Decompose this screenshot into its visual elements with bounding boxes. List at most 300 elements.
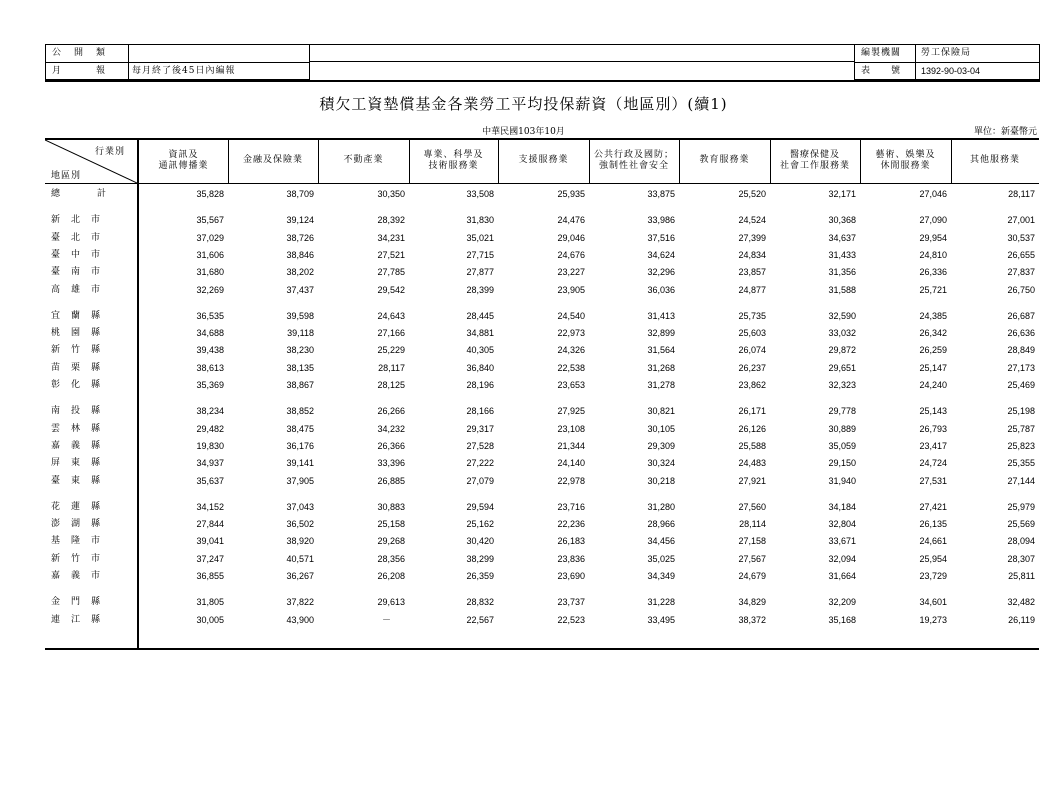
value-cell: 37,822	[286, 597, 314, 608]
value-cell: 38,920	[286, 536, 314, 547]
value-cell: 22,567	[466, 614, 494, 625]
value-cell: 38,867	[286, 380, 314, 390]
table-row	[45, 594, 1039, 611]
value-cell: 39,438	[196, 345, 224, 356]
value-cell: 32,171	[828, 189, 856, 199]
region-name: 南投縣	[51, 406, 112, 417]
value-cell: 30,368	[828, 215, 856, 226]
value-cell: 36,176	[286, 440, 314, 451]
value-cell: 30,324	[647, 458, 675, 469]
value-cell: 29,542	[377, 284, 405, 295]
value-cell: 29,872	[828, 345, 856, 356]
value-cell: 25,198	[1007, 406, 1035, 417]
value-cell: 38,613	[196, 362, 224, 373]
value-cell: 23,857	[738, 267, 766, 278]
column-header: 金融及保險業	[242, 155, 303, 165]
value-cell: 26,636	[1007, 328, 1035, 339]
value-cell: 24,724	[919, 458, 947, 469]
value-cell: 33,671	[828, 536, 856, 547]
value-cell: 31,830	[466, 215, 494, 226]
value-cell: 21,344	[557, 440, 585, 451]
public-category-label: 公 開 類	[52, 48, 108, 58]
value-cell: 27,222	[466, 458, 494, 469]
value-cell: 23,729	[919, 571, 947, 581]
value-cell: 25,158	[377, 519, 405, 530]
value-cell: 30,883	[377, 501, 405, 512]
value-cell: 27,528	[466, 440, 494, 451]
column-divider	[770, 138, 771, 183]
value-cell: 28,114	[739, 519, 766, 530]
value-cell: 28,307	[1007, 553, 1035, 564]
value-cell: 28,356	[377, 553, 405, 564]
value-cell: 35,828	[196, 189, 224, 199]
corner-industry-label: 行業別	[95, 147, 126, 157]
value-cell: 26,119	[1008, 614, 1035, 625]
table-row	[45, 325, 1039, 342]
value-cell: 24,140	[557, 458, 585, 469]
region-name: 嘉義市	[51, 571, 112, 581]
value-cell: 19,273	[919, 614, 947, 625]
value-cell: 27,921	[738, 475, 766, 486]
value-cell: 29,778	[828, 406, 856, 417]
table-row	[45, 342, 1039, 359]
agency-info-box	[854, 44, 1040, 80]
value-cell: 28,966	[647, 519, 675, 530]
value-cell: 29,594	[466, 501, 494, 512]
value-cell: 38,475	[286, 423, 314, 434]
value-cell: 30,420	[466, 536, 494, 547]
value-cell: 29,482	[196, 423, 224, 434]
value-cell: 35,567	[196, 215, 224, 226]
region-name: 澎湖縣	[51, 519, 112, 530]
value-cell: 35,059	[828, 440, 856, 451]
value-cell: 25,520	[738, 189, 766, 199]
value-cell: 26,266	[377, 406, 405, 417]
value-cell: 25,721	[919, 284, 947, 295]
value-cell: 26,687	[1007, 310, 1035, 321]
value-cell: 25,569	[1007, 519, 1035, 530]
region-name: 臺中市	[51, 249, 112, 260]
value-cell: 26,750	[1007, 284, 1035, 295]
value-cell: 39,598	[286, 310, 314, 321]
column-divider	[409, 138, 410, 183]
region-name: 宜蘭縣	[51, 310, 112, 321]
value-cell: 25,954	[919, 553, 947, 564]
value-cell: 23,227	[557, 267, 585, 278]
value-cell: 29,046	[557, 232, 585, 243]
value-cell: 29,317	[466, 423, 494, 434]
value-cell: 25,229	[377, 345, 405, 356]
region-name: 臺南市	[51, 267, 112, 278]
compiling-agency-value: 勞工保險局	[921, 48, 972, 58]
column-divider	[860, 138, 861, 183]
value-cell: 38,726	[286, 232, 314, 243]
value-cell: 23,737	[557, 597, 585, 608]
value-cell: 27,785	[377, 267, 405, 278]
table-row	[45, 612, 1039, 629]
report-frequency-label: 月 報	[52, 66, 108, 76]
value-cell: 37,437	[286, 284, 314, 295]
value-cell: 27,925	[557, 406, 585, 417]
region-name: 屏東縣	[51, 458, 112, 469]
region-name: 苗栗縣	[51, 362, 112, 373]
value-cell: 34,624	[647, 249, 675, 260]
value-cell: 32,296	[647, 267, 675, 278]
value-cell: 36,840	[466, 362, 494, 373]
value-cell: 26,259	[919, 345, 947, 356]
value-cell: 31,356	[828, 267, 856, 278]
table-row	[45, 473, 1039, 490]
value-cell: 23,836	[557, 553, 585, 564]
column-header: 不動產業	[343, 155, 384, 165]
value-cell: 28,392	[377, 215, 405, 226]
value-cell: 32,482	[1007, 597, 1035, 608]
header-frame-bottom	[45, 80, 1040, 82]
value-cell: 27,521	[377, 249, 405, 260]
value-cell: 36,502	[286, 519, 314, 530]
value-cell: 27,715	[466, 249, 494, 260]
region-name: 桃園縣	[51, 328, 112, 339]
value-cell: 38,709	[286, 189, 314, 199]
value-cell: 39,141	[286, 458, 314, 469]
value-cell: 24,810	[919, 249, 947, 260]
value-cell: 36,036	[647, 284, 675, 295]
value-cell: 35,168	[828, 614, 856, 625]
value-cell: 22,978	[557, 475, 585, 486]
value-cell: 25,469	[1007, 380, 1035, 390]
table-row	[45, 360, 1039, 377]
value-cell: 31,606	[196, 249, 224, 260]
value-cell: 31,940	[828, 475, 856, 486]
compiling-agency-label: 編製機關	[861, 48, 902, 58]
table-row	[45, 308, 1039, 325]
value-cell: 30,821	[647, 406, 675, 417]
value-cell: 30,218	[647, 475, 675, 486]
value-cell: 26,359	[466, 571, 494, 581]
corner-region-label: 地區別	[51, 171, 82, 181]
region-name: 新竹市	[51, 553, 112, 564]
value-cell: 27,046	[919, 189, 947, 199]
value-cell: 34,232	[377, 423, 405, 434]
value-cell: 29,651	[828, 362, 856, 373]
column-divider	[228, 138, 229, 183]
region-name: 基隆市	[51, 536, 112, 547]
value-cell: 29,954	[919, 232, 947, 243]
value-cell: 28,445	[466, 310, 494, 321]
value-cell: 31,680	[196, 267, 224, 278]
value-cell: 32,269	[196, 284, 224, 295]
value-cell: 36,855	[196, 571, 224, 581]
value-cell: 27,877	[466, 267, 494, 278]
value-cell: 32,209	[828, 597, 856, 608]
value-cell: 38,372	[738, 614, 766, 625]
value-cell: 35,637	[196, 475, 224, 486]
value-cell: 34,637	[828, 232, 856, 243]
value-cell: 31,268	[647, 362, 675, 373]
value-cell: 34,231	[377, 232, 405, 243]
value-cell: 29,268	[377, 536, 405, 547]
value-cell: 24,834	[738, 249, 766, 260]
value-cell: 27,001	[1007, 215, 1035, 226]
region-name: 彰化縣	[51, 380, 112, 390]
value-cell: 33,986	[647, 215, 675, 226]
value-cell: 31,433	[828, 249, 856, 260]
value-cell: 37,029	[196, 232, 224, 243]
table-row	[45, 516, 1039, 533]
region-name: 總 計	[51, 189, 121, 199]
value-cell: 24,877	[738, 284, 766, 295]
value-cell: 28,399	[466, 284, 494, 295]
value-cell: 38,230	[286, 345, 314, 356]
value-cell: 31,280	[647, 501, 675, 512]
value-cell: 27,567	[738, 553, 766, 564]
value-cell: 40,571	[286, 553, 314, 564]
value-cell: 38,202	[286, 267, 314, 278]
value-cell: 29,150	[828, 458, 856, 469]
value-cell: 26,208	[377, 571, 405, 581]
header-frame-mid	[310, 61, 854, 62]
region-name: 新北市	[51, 215, 112, 226]
page-title: 積欠工資墊償基金各業勞工平均投保薪資（地區別）(續1)	[319, 95, 728, 113]
publication-info-box	[45, 44, 310, 80]
period-subtitle: 中華民國103年10月	[482, 127, 565, 137]
value-cell: 24,676	[557, 249, 585, 260]
table-row	[45, 568, 1039, 585]
column-divider	[498, 138, 499, 183]
value-cell: 26,793	[919, 423, 947, 434]
value-cell: 26,885	[377, 475, 405, 486]
value-cell: 23,108	[557, 423, 585, 434]
table-row	[45, 438, 1039, 455]
value-cell: 27,166	[377, 328, 405, 339]
column-header: 其他服務業	[969, 155, 1020, 165]
value-cell: 40,305	[466, 345, 494, 356]
value-cell: 36,267	[286, 571, 314, 581]
value-cell: 35,369	[196, 380, 224, 390]
value-cell: 30,537	[1007, 232, 1035, 243]
value-cell: 30,350	[377, 189, 405, 199]
region-name: 高雄市	[51, 284, 112, 295]
value-cell: 23,417	[919, 440, 947, 451]
value-cell: 32,094	[828, 553, 856, 564]
value-cell: 26,336	[919, 267, 947, 278]
value-cell: 27,560	[738, 501, 766, 512]
value-cell: 26,237	[738, 362, 766, 373]
value-cell: 31,805	[196, 597, 224, 608]
region-name: 臺東縣	[51, 475, 112, 486]
value-cell: 39,118	[287, 328, 314, 339]
value-cell: 31,278	[647, 380, 675, 390]
table-row	[45, 403, 1039, 420]
value-cell: 34,688	[196, 328, 224, 339]
value-cell: 26,342	[919, 328, 947, 339]
value-cell: 39,041	[196, 536, 224, 547]
value-cell: －	[381, 614, 391, 625]
value-cell: 39,124	[286, 215, 314, 226]
table-row	[45, 186, 1039, 203]
value-cell: 34,184	[828, 501, 856, 512]
value-cell: 34,601	[919, 597, 947, 608]
value-cell: 24,240	[919, 380, 947, 390]
value-cell: 34,349	[647, 571, 675, 581]
value-cell: 27,173	[1007, 362, 1035, 373]
value-cell: 43,900	[286, 614, 314, 625]
column-divider	[679, 138, 680, 183]
value-cell: 31,228	[647, 597, 675, 608]
table-row	[45, 264, 1039, 281]
value-cell: 24,524	[738, 215, 766, 226]
value-cell: 27,399	[738, 232, 766, 243]
value-cell: 33,396	[377, 458, 405, 469]
value-cell: 25,588	[738, 440, 766, 451]
column-divider	[318, 138, 319, 183]
table-row	[45, 455, 1039, 472]
value-cell: 25,735	[738, 310, 766, 321]
value-cell: 28,094	[1007, 536, 1035, 547]
value-cell: 27,144	[1007, 475, 1035, 486]
value-cell: 27,531	[919, 475, 947, 486]
value-cell: 27,837	[1007, 267, 1035, 278]
value-cell: 34,456	[647, 536, 675, 547]
value-cell: 22,538	[557, 362, 585, 373]
table-row	[45, 551, 1039, 568]
value-cell: 35,025	[647, 553, 675, 564]
value-cell: 38,135	[286, 362, 314, 373]
value-cell: 31,413	[647, 310, 675, 321]
region-name: 嘉義縣	[51, 440, 112, 451]
value-cell: 37,516	[647, 232, 675, 243]
value-cell: 34,829	[738, 597, 766, 608]
value-cell: 38,852	[286, 406, 314, 417]
value-cell: 32,804	[828, 519, 856, 530]
value-cell: 30,105	[647, 423, 675, 434]
table-row	[45, 533, 1039, 550]
value-cell: 22,236	[557, 519, 585, 530]
value-cell: 29,613	[377, 597, 405, 608]
region-name: 雲林縣	[51, 423, 112, 434]
value-cell: 30,005	[196, 614, 224, 625]
table-row	[45, 282, 1039, 299]
value-cell: 26,183	[557, 536, 585, 547]
value-cell: 38,299	[466, 553, 494, 564]
value-cell: 25,935	[557, 189, 585, 199]
region-name: 新竹縣	[51, 345, 112, 356]
region-name: 連江縣	[51, 614, 112, 625]
value-cell: 22,973	[557, 328, 585, 339]
value-cell: 27,844	[196, 519, 224, 530]
value-cell: 34,937	[196, 458, 224, 469]
value-cell: 37,043	[286, 501, 314, 512]
value-cell: 25,787	[1007, 423, 1035, 434]
column-header: 公共行政及國防； 強制性社會安全	[593, 149, 674, 171]
value-cell: 33,875	[647, 189, 675, 199]
column-header: 資訊及 通訊傳播業	[158, 149, 209, 171]
value-cell: 31,664	[828, 571, 856, 581]
value-cell: 28,849	[1007, 345, 1035, 356]
table-row	[45, 377, 1039, 394]
unit-label: 單位：新臺幣元	[973, 127, 1037, 137]
value-cell: 26,135	[919, 519, 947, 530]
value-cell: 26,074	[738, 345, 766, 356]
value-cell: 24,679	[738, 571, 766, 581]
column-header: 教育服務業	[699, 155, 750, 165]
value-cell: 37,247	[196, 553, 224, 564]
value-cell: 24,540	[557, 310, 585, 321]
value-cell: 27,079	[466, 475, 494, 486]
value-cell: 27,158	[738, 536, 766, 547]
value-cell: 24,385	[919, 310, 947, 321]
value-cell: 25,143	[919, 406, 947, 417]
value-cell: 24,483	[738, 458, 766, 469]
column-header: 藝術、娛樂及 休閒服務業	[875, 149, 936, 171]
value-cell: 19,830	[196, 440, 224, 451]
region-name: 臺北市	[51, 232, 112, 243]
value-cell: 28,196	[466, 380, 494, 390]
column-divider	[589, 138, 590, 183]
value-cell: 34,881	[466, 328, 494, 339]
value-cell: 33,508	[466, 189, 494, 199]
value-cell: 28,117	[378, 362, 405, 373]
value-cell: 31,564	[647, 345, 675, 356]
value-cell: 31,588	[828, 284, 856, 295]
value-cell: 23,862	[738, 380, 766, 390]
value-cell: 25,147	[919, 362, 947, 373]
value-cell: 28,832	[466, 597, 494, 608]
value-cell: 32,323	[828, 380, 856, 390]
value-cell: 25,979	[1007, 501, 1035, 512]
value-cell: 26,171	[738, 406, 766, 417]
header-bottom-rule	[45, 183, 1039, 184]
value-cell: 24,476	[557, 215, 585, 226]
table-row	[45, 230, 1039, 247]
value-cell: 34,152	[196, 501, 224, 512]
table-row	[45, 247, 1039, 264]
table-number-label: 表 號	[861, 66, 902, 76]
table-row	[45, 421, 1039, 438]
value-cell: 27,421	[919, 501, 947, 512]
table-row	[45, 212, 1039, 229]
region-name: 花蓮縣	[51, 501, 112, 512]
value-cell: 25,603	[738, 328, 766, 339]
value-cell: 25,355	[1007, 458, 1035, 469]
header-frame-top	[310, 44, 854, 45]
value-cell: 29,309	[647, 440, 675, 451]
value-cell: 33,495	[647, 614, 675, 625]
value-cell: 30,889	[828, 423, 856, 434]
value-cell: 25,162	[466, 519, 494, 530]
table-row	[45, 499, 1039, 516]
value-cell: 25,823	[1007, 440, 1035, 451]
value-cell: 26,366	[377, 440, 405, 451]
value-cell: 38,846	[286, 249, 314, 260]
value-cell: 22,523	[557, 614, 585, 625]
report-deadline-text: 每月終了後45日內編報	[132, 66, 236, 76]
value-cell: 32,590	[828, 310, 856, 321]
region-name: 金門縣	[51, 597, 112, 608]
value-cell: 23,690	[557, 571, 585, 581]
table-bottom-rule	[45, 648, 1039, 650]
column-divider	[951, 138, 952, 183]
column-header: 專業、科學及 技術服務業	[423, 149, 484, 171]
value-cell: 38,234	[196, 406, 224, 417]
value-cell: 26,126	[738, 423, 766, 434]
value-cell: 28,117	[1008, 189, 1035, 199]
value-cell: 26,655	[1007, 249, 1035, 260]
value-cell: 24,661	[919, 536, 947, 547]
value-cell: 33,032	[828, 328, 856, 339]
value-cell: 27,090	[919, 215, 947, 226]
value-cell: 28,166	[466, 406, 494, 417]
